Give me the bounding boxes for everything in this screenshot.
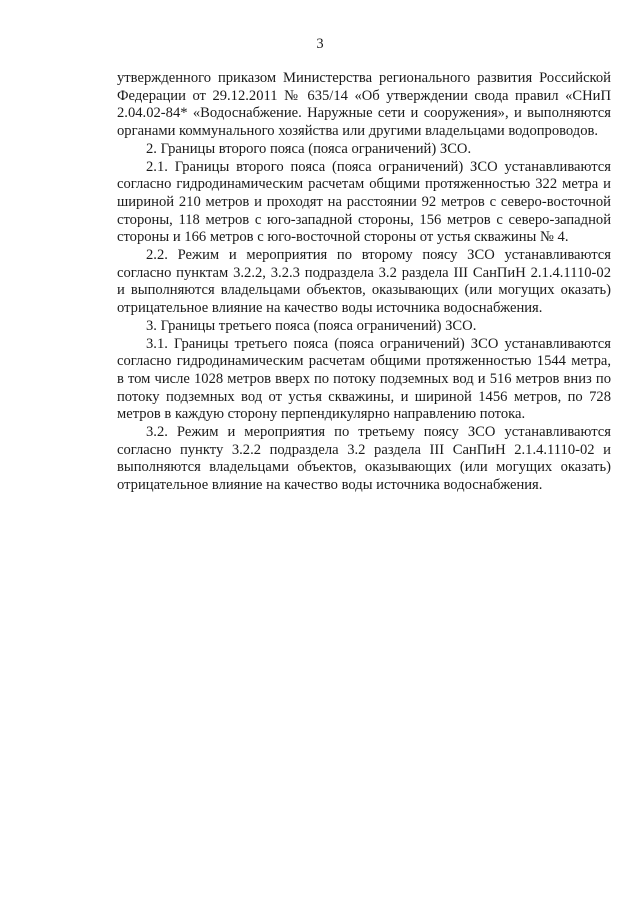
paragraph-2-2: 2.2. Режим и мероприятия по второму поясу ЗСО устанавливаются согласно пунктам 3.2.2, 3.2.3 подраздела 3.2 раздела III СанПиН 2.1.4.1110-02 и выполняются владельцами объектов, оказывающих (или могущих оказать) отрицательное влияние на качество воды источника водоснабжения.: [117, 247, 611, 317]
paragraph-3-2: 3.2. Режим и мероприятия по третьему поясу ЗСО устанавливаются согласно пункту 3.2.2 подраздела 3.2 раздела III СанПиН 2.1.4.1110-02 и выполняются владельцами объектов, оказывающих (или могущих оказать) отрицательное влияние на качество воды источника водоснабжения.: [117, 424, 611, 494]
paragraph-2-1: 2.1. Границы второго пояса (пояса ограничений) ЗСО устанавливаются согласно гидродинамическим расчетам общими протяженностью 322 метра и шириной 210 метров и проходят на расстоянии 92 метров с северо-восточной стороны, 118 метров с юго-западной стороны, 156 метров с северо-западной стороны и 166 метров с юго-восточной стороны от устья скважины № 4.: [117, 158, 611, 246]
section-heading-3: 3. Границы третьего пояса (пояса ограничений) ЗСО.: [146, 317, 477, 334]
paragraph-continuation: утвержденного приказом Министерства регионального развития Российской Федерации от 29.12.2011 № 635/14 «Об утверждении свода правил «СНиП 2.04.02-84* «Водоснабжение. Наружные сети и сооружения», и выполняются органами коммунального хозяйства или другими владельцами водопроводов.: [117, 70, 611, 140]
paragraph-3-1: 3.1. Границы третьего пояса (пояса ограничений) ЗСО устанавливаются согласно гидродинамическим расчетам общими протяженностью 1544 метра, в том числе 1028 метров вверх по потоку подземных вод и 516 метров вниз по потоку подземных вод от устья скважины, и шириной 1456 метров, по 728 метров в каждую сторону перпендикулярно направлению потока.: [117, 335, 611, 423]
section-heading-2: 2. Границы второго пояса (пояса ограничений) ЗСО.: [146, 140, 472, 157]
document-body: [117, 70, 611, 495]
page-number: 3: [316, 36, 324, 52]
